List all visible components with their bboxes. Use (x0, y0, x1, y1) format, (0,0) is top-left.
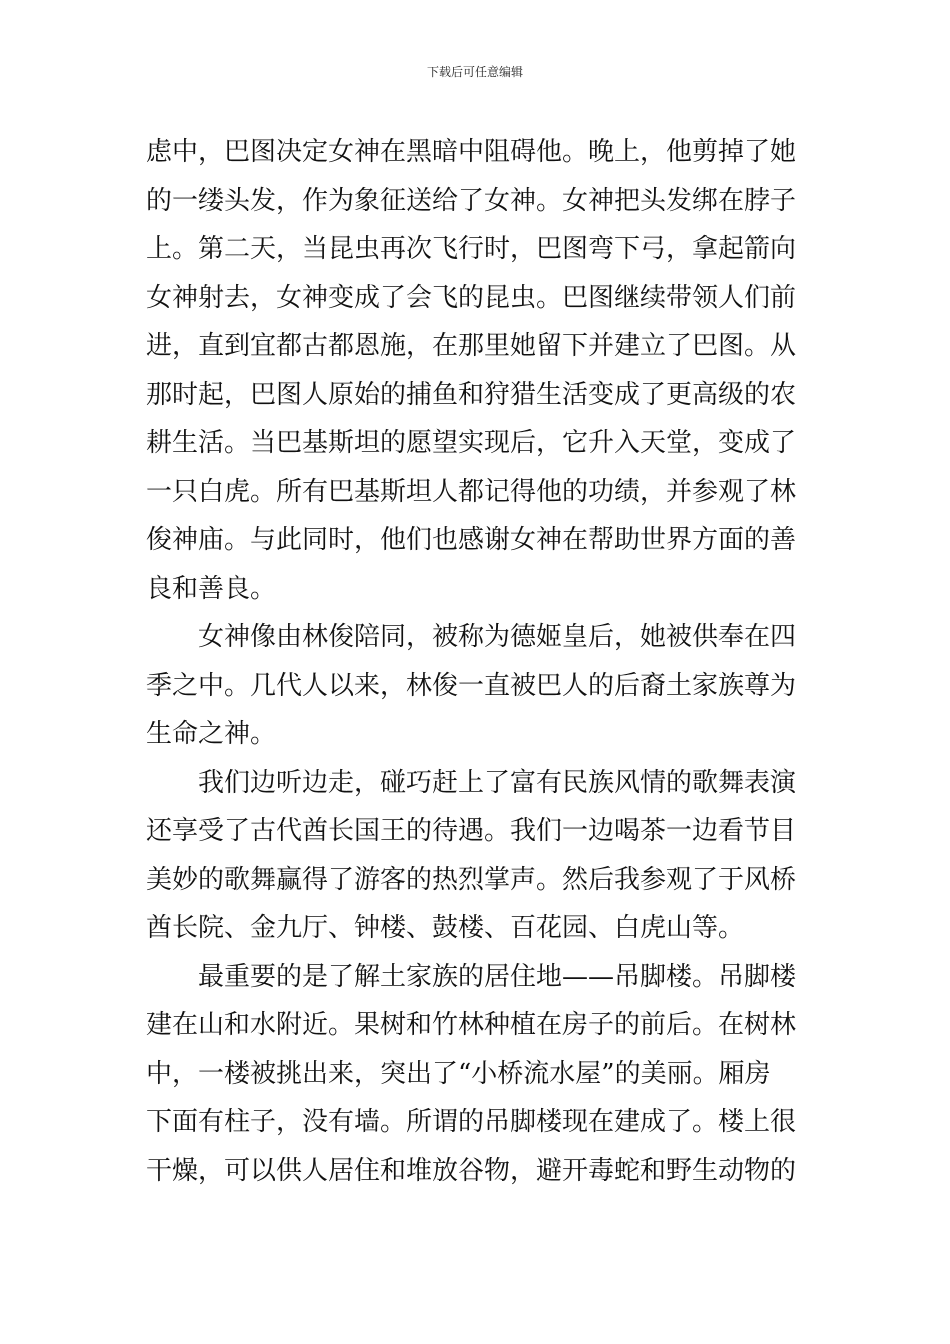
text-line: 建在山和水附近。果树和竹林种植在房子的前后。在树林 (146, 1010, 797, 1040)
text-line: 生命之神。 (146, 719, 277, 749)
text-line: 的一缕头发，作为象征送给了女神。女神把头发绑在脖子 (146, 185, 797, 216)
text-line: 良和善良。 (146, 573, 277, 604)
paragraph-start-line: 女神像由林俊陪同，被称为德姬皇后，她被供奉在四 (198, 622, 797, 652)
text-line: 下面有柱子，没有墙。所谓的吊脚楼现在建成了。楼上很 (146, 1107, 797, 1137)
text-line: 俊神庙。与此同时，他们也感谢女神在帮助世界方面的善 (146, 525, 797, 555)
text-line: 酋长院、金九厅、钟楼、鼓楼、百花园、白虎山等。 (146, 913, 745, 943)
paragraph-start-line: 我们边听边走，碰巧赶上了富有民族风情的歌舞表演 (198, 767, 797, 798)
text-line: 一只白虎。所有巴基斯坦人都记得他的功绩，并参观了林 (146, 476, 797, 507)
text-line: 进，直到宜都古都恩施，在那里她留下并建立了巴图。从 (146, 331, 797, 361)
text-line: 中，一楼被挑出来，突出了“小桥流水屋”的美丽。厢房 (146, 1058, 771, 1089)
text-line: 美妙的歌舞赢得了游客的热烈掌声。然后我参观了于风桥 (146, 864, 797, 895)
document-body (146, 128, 808, 1195)
text-line: 虑中，巴图决定女神在黑暗中阻碍他。晚上，他剪掉了她 (146, 137, 797, 167)
page-header: 下载后可任意编辑 (426, 65, 523, 79)
text-line: 女神射去，女神变成了会飞的昆虫。巴图继续带领人们前 (146, 282, 797, 313)
text-line: 上。第二天，当昆虫再次飞行时，巴图弯下弓，拿起箭向 (146, 234, 797, 264)
text-line: 耕生活。当巴基斯坦的愿望实现后，它升入天堂，变成了 (146, 428, 797, 458)
text-line: 干燥，可以供人居住和堆放谷物，避开毒蛇和野生动物的 (146, 1155, 797, 1186)
text-line: 还享受了古代酋长国王的待遇。我们一边喝茶一边看节目 (146, 816, 797, 846)
text-line: 季之中。几代人以来，林俊一直被巴人的后裔土家族尊为 (146, 670, 797, 701)
text-line: 那时起，巴图人原始的捕鱼和狩猎生活变成了更高级的农 (146, 379, 797, 410)
paragraph-start-line: 最重要的是了解土家族的居住地——吊脚楼。吊脚楼 (198, 961, 797, 992)
